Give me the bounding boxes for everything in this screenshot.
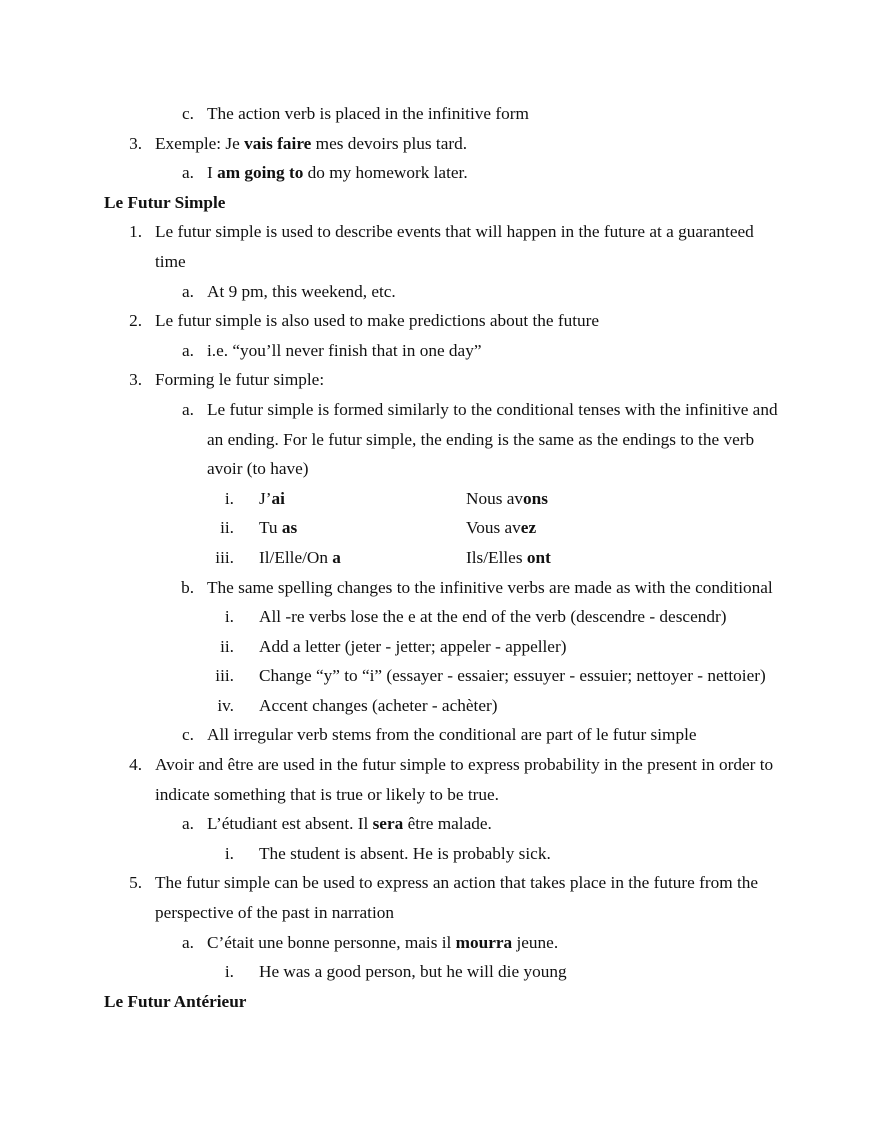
list-item-text	[155, 311, 599, 330]
list-marker: iii.	[215, 666, 234, 686]
conjugation-plural	[466, 513, 536, 543]
text-run: All -re verbs lose the e at the end of the verb (descendre - descendr)	[259, 607, 727, 627]
list-item-text	[207, 933, 558, 952]
text-run: mes devoirs plus tard.	[311, 133, 468, 153]
list-marker: 5.	[129, 873, 142, 893]
list-marker: a.	[182, 814, 194, 834]
list-marker: ii.	[220, 518, 234, 538]
text-run: être malade.	[403, 814, 492, 834]
text-run: Le futur simple is also used to make predictions about the future	[155, 311, 600, 331]
bold-text: mourra	[455, 932, 513, 952]
bold-text: a	[332, 547, 341, 567]
list-item-text	[207, 282, 396, 301]
bold-text: am going to	[217, 163, 304, 183]
list-item	[104, 277, 778, 307]
text-run: J’	[259, 488, 272, 508]
conjugation-plural	[466, 543, 551, 573]
text-run: The action verb is placed in the infinitive form	[207, 104, 529, 123]
list-marker: 3.	[129, 370, 142, 390]
list-item-text	[207, 400, 778, 478]
bold-text: as	[281, 518, 298, 538]
list-marker: c.	[182, 725, 194, 745]
list-item	[104, 484, 778, 514]
list-marker: 3.	[129, 133, 142, 153]
text-run: The same spelling changes to the infinitive verbs are made as with the conditional	[207, 577, 773, 597]
list-item-text	[259, 489, 285, 508]
text-run: Add a letter (jeter - jetter; appeler - appeller)	[259, 636, 567, 656]
list-item	[104, 365, 778, 395]
list-item-text	[259, 607, 726, 626]
text-run: Le futur simple is formed similarly to the conditional tenses with the infinitive and an ending. For le futur simple, the ending is the same as the endings to the verb avoir (to have)	[207, 399, 778, 479]
text-run: Change “y” to “i” (essayer - essaier; essuyer - essuier; nettoyer - nettoier)	[259, 666, 766, 686]
list-marker: i.	[224, 488, 234, 508]
list-marker: iii.	[215, 547, 234, 567]
list-marker: c.	[182, 104, 194, 123]
list-item	[104, 217, 778, 276]
text-run: Forming le futur simple:	[155, 370, 325, 390]
list-item	[104, 99, 778, 129]
list-item-text	[207, 814, 492, 833]
text-run: I	[207, 163, 218, 183]
section-heading: Le Futur Simple	[104, 192, 226, 212]
list-marker: a.	[182, 399, 194, 419]
text-run: Nous av	[466, 488, 524, 508]
bold-text: ai	[271, 488, 285, 508]
text-run: All irregular verb stems from the conditional are part of le futur simple	[207, 725, 697, 745]
list-marker: a.	[182, 340, 194, 360]
text-run: Avoir and être are used in the futur simple to express probability in the present in order to indicate something that is true or likely to be true.	[155, 755, 774, 804]
text-run: Il/Elle/On	[259, 547, 333, 567]
list-item-text	[259, 696, 497, 715]
text-run: i.e. “you’ll never finish that in one day”	[207, 340, 482, 360]
section-heading: Le Futur Antérieur	[104, 991, 247, 1011]
list-item	[104, 158, 778, 188]
list-item	[104, 395, 778, 484]
list-item	[104, 543, 778, 573]
list-marker: b.	[181, 577, 194, 597]
list-item	[104, 691, 778, 721]
list-item-text	[259, 518, 297, 537]
list-marker: a.	[182, 932, 194, 952]
list-marker: ii.	[220, 636, 234, 656]
text-run: Exemple: Je	[155, 133, 245, 153]
list-item-text	[207, 104, 529, 123]
list-marker: a.	[182, 163, 194, 183]
list-marker: 2.	[129, 311, 142, 331]
list-item	[104, 750, 778, 809]
list-item	[104, 839, 778, 869]
list-item-text	[207, 341, 481, 360]
bold-text: sera	[372, 814, 404, 834]
conjugation-plural	[466, 484, 548, 514]
list-item	[104, 513, 778, 543]
list-item-text	[155, 134, 467, 153]
list-item	[104, 602, 778, 632]
list-item-text	[259, 548, 341, 567]
list-item	[104, 573, 778, 603]
list-item	[104, 957, 778, 987]
text-run: Vous av	[466, 518, 521, 538]
list-item	[104, 720, 778, 750]
text-run: Ils/Elles	[466, 547, 527, 567]
list-marker: a.	[182, 281, 194, 301]
text-run: C’était une bonne personne, mais il	[207, 932, 456, 952]
list-marker: 4.	[129, 755, 142, 775]
bold-text: ont	[526, 547, 551, 567]
text-run: The student is absent. He is probably sick.	[259, 843, 551, 863]
list-item	[104, 336, 778, 366]
list-item-text	[155, 222, 754, 271]
list-item-text	[207, 725, 697, 744]
list-marker: i.	[224, 607, 234, 627]
list-item-text	[259, 637, 566, 656]
list-marker: i.	[224, 962, 234, 982]
list-item	[104, 661, 778, 691]
list-marker: i.	[224, 843, 234, 863]
list-item-text	[259, 844, 551, 863]
text-run: Tu	[259, 518, 282, 538]
list-item-text	[155, 370, 324, 389]
list-item-text	[155, 873, 758, 922]
bold-text: ons	[523, 488, 548, 508]
list-item	[104, 928, 778, 958]
list-marker: iv.	[217, 695, 234, 715]
list-item	[104, 809, 778, 839]
text-run: He was a good person, but he will die young	[259, 962, 567, 982]
list-item	[104, 868, 778, 927]
list-item	[104, 632, 778, 662]
text-run: L’étudiant est absent. Il	[207, 814, 373, 834]
text-run: do my homework later.	[303, 163, 468, 183]
list-item	[104, 306, 778, 336]
bold-text: ez	[520, 518, 537, 538]
text-run: At 9 pm, this weekend, etc.	[207, 281, 396, 301]
list-item-text	[155, 755, 773, 804]
list-item-text	[259, 962, 567, 981]
list-item	[104, 129, 778, 159]
text-run: jeune.	[512, 932, 559, 952]
list-item-text	[207, 163, 468, 182]
text-run: Le futur simple is used to describe events that will happen in the future at a guaranteed time	[155, 222, 754, 271]
text-run: Accent changes (acheter - achèter)	[259, 695, 498, 715]
text-run: The futur simple can be used to express an action that takes place in the future from the perspective of the past in narration	[155, 873, 759, 923]
document-page	[104, 99, 778, 1016]
list-item-text	[259, 666, 766, 685]
list-marker: 1.	[129, 222, 142, 242]
list-item-text	[207, 578, 773, 597]
bold-text: vais faire	[244, 133, 312, 153]
